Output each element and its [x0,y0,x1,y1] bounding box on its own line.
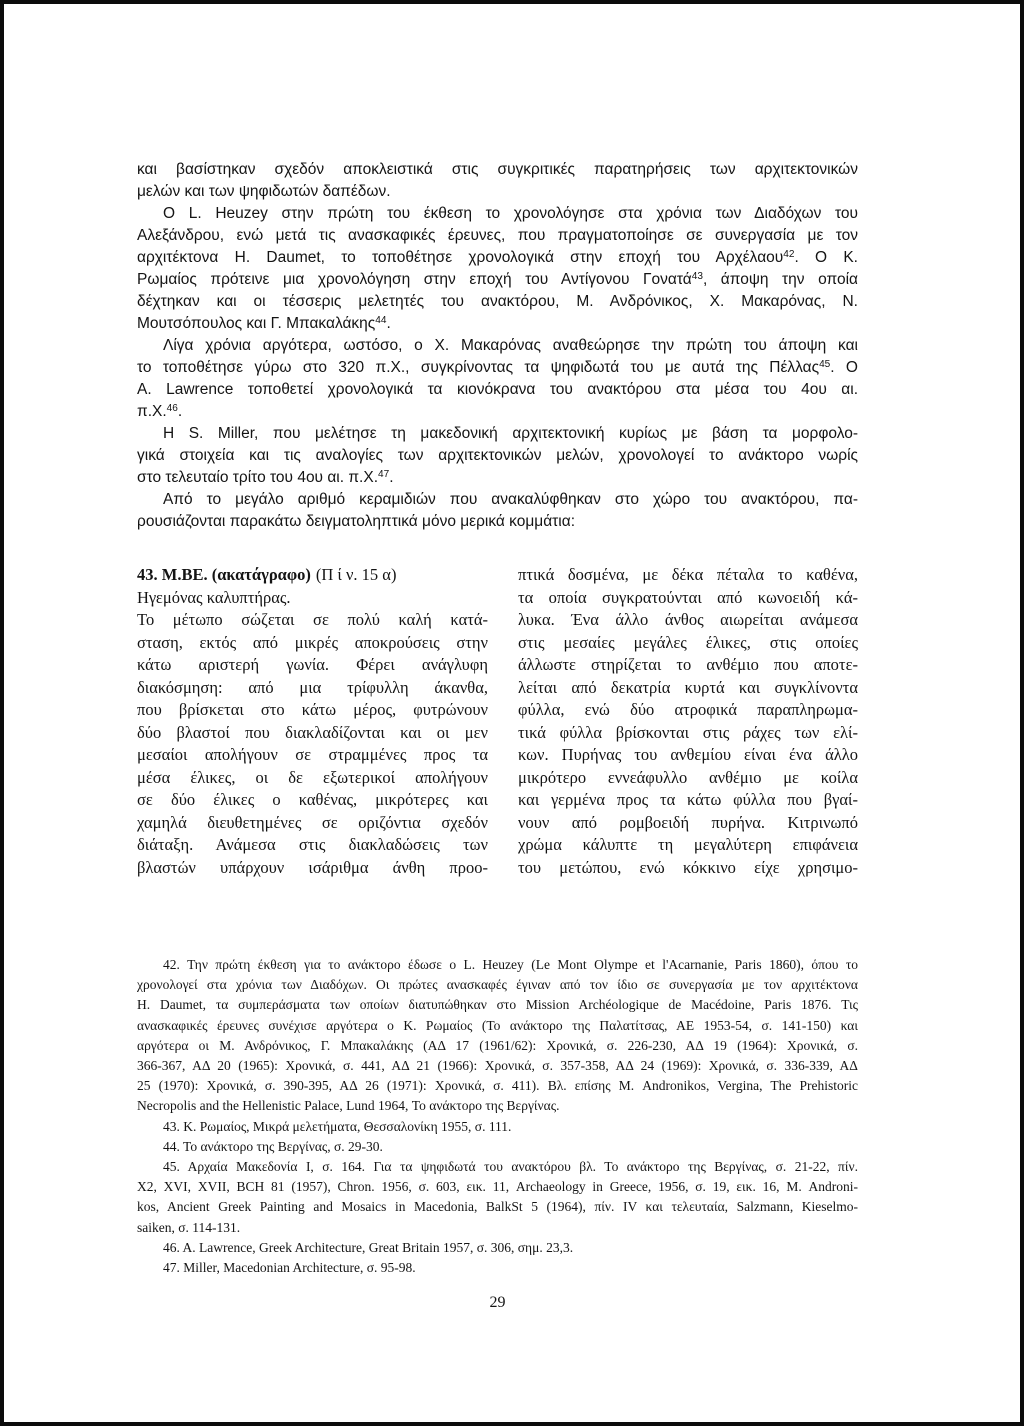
body-paragraph [137,335,858,423]
body-paragraph [137,203,858,335]
footnote-line: kos, Ancient Greek Painting and Mosaics in Macedonia, BalkSt 5 (1964), πίν. IV και τελευταία, Salzmann, Kieselmo- [137,1199,858,1215]
entry-line: χαμηλά διευθετημένες σε οριζόντια σχεδόν [137,812,488,832]
body-line: A. Lawrence τοποθετεί χρονολογικά τα κιονόκρανα του ανακτόρου στα μέσα του 4ου αι. [137,381,858,398]
text-segment: . [177,403,183,420]
catalogue-column-left [137,564,488,879]
footnote-ref: 43 [691,270,703,282]
entry-line: νουν από ρομβοειδή πυρήνα. Κιτρινωπό [518,812,858,832]
entry-line: τα οποία συγκρατούνται από κωνοειδή κά- [518,587,858,607]
body-line: γικά στοιχεία και τις αναλογίες των αρχιτεκτονικών μελών, χρονολογεί το ανάκτορο νωρίς [137,447,858,464]
entry-line: τικά φύλλα βρίσκονται στις ράχες των ελί- [518,722,858,742]
footnote-line: saiken, σ. 114-131. [137,1219,241,1235]
text-segment: στο τελευταίο τρίτο του 4ου αι. π.Χ. [137,469,379,486]
text-segment: π.Χ. [137,403,167,420]
entry-line: και γερμένα προς τα κάτω φύλλα που βγαί- [518,790,858,809]
footnote-line: 43. Κ. Ρωμαίος, Μικρά μελετήματα, Θεσσαλονίκη 1955, σ. 111. [163,1118,512,1134]
entry-number: 43. Μ.ΒΕ. (ακατάγραφο) [137,565,311,584]
entry-line: Ηγεμόνας καλυπτήρας. [137,587,291,607]
body-line: μελών και των ψηφιδωτών δαπέδων. [137,183,391,200]
entry-line: σταση, εκτός από μικρές αποκρούσεις στην [137,632,488,652]
footnote-ref: 42 [783,248,795,260]
page-number: 29 [489,1294,506,1311]
catalogue-column-right [518,564,858,879]
entry-heading [137,564,488,587]
text-segment: , άποψη την οποία [702,271,858,288]
entry-line: μέσα έλικες, οι δε εξωτερικοί απολήγουν [137,767,488,787]
footnote-line: X2, XVI, XVII, BCH 81 (1957), Chron. 1956, σ. 603, εικ. 11, Archaeology in Greece, 1956, σ. 19, εικ. 16, Μ. Androni- [137,1179,858,1195]
footnote-line: H. Daumet, τα συμπεράσματα των οποίων διατυπώθηκαν στο Mission Archéologique de Macédoine, Paris 1876. Τις [137,997,858,1013]
text-segment: . [389,469,394,486]
entry-line: φύλλα, ενώ δύο ατροφικά παραπληρωμα- [518,700,858,719]
body-line: Από το μεγάλο αριθμό κεραμιδιών που ανακαλύφθηκαν στο χώρο του ανακτόρου, πα- [163,491,858,508]
text-segment: Μουτσόπουλος και Γ. Μπακαλάκης [137,315,376,332]
entry-line: δύο βλαστοί που διακλαδίζονται και οι μεν [137,722,488,742]
footnote-line: 25 (1970): Χρονικά, σ. 390-395, ΑΔ 26 (1971): Χρονικά, σ. 411). Βλ. επίσης Μ. Andronikos, Vergina, The Prehistoric [137,1078,858,1094]
entry-line: του μετώπου, ενώ κόκκινο είχε χρησιμο- [518,857,858,877]
entry-line: διακόσμηση: από μια τρίφυλλη άκανθα, [137,677,488,697]
footnote-line: 46. A. Lawrence, Greek Architecture, Great Britain 1957, σ. 306, σημ. 23,3. [163,1239,574,1255]
body-line: δέχτηκαν και οι τέσσερις μελετητές του ανακτόρου, Μ. Ανδρόνικος, Χ. Μακαρόνας, Ν. [137,293,858,310]
footnote-line: 45. Αρχαία Μακεδονία Ι, σ. 164. Για τα ψηφιδωτά του ανακτόρου βλ. Το ανάκτορο της Βεργίνας, σ. 21-22, πίν. [163,1159,858,1175]
text-segment: αρχιτέκτονα H. Daumet, το τοποθέτησε χρονολογικά στην εποχή του Αρχέλαου [137,249,784,266]
text-segment: . Ο Κ. [794,249,858,266]
entry-line: πτικά δοσμένα, με δέκα πέταλα το καθένα, [518,565,858,584]
body-line [137,401,858,423]
body-line [137,357,858,379]
footnotes [137,955,858,1278]
body-line: Αλεξάνδρου, ενώ μετά τις ανασκαφικές έρευνες, που πραγματοποίησε σε συνεργασία με τον [137,227,858,244]
entry-line: στις μεσαίες μεγάλες έλικες, στις οποίες [518,632,858,652]
body-line [137,269,858,291]
entry-line: βλαστών υπάρχουν ισάριθμα άνθη προο- [137,857,488,877]
entry-line: κάτω αριστερή γωνία. Φέρει ανάγλυφη [137,655,488,674]
entry-line: άλλωστε στηρίζεται το ανθέμιο που αποτε- [518,655,858,674]
body-line: Η S. Miller, που μελέτησε τη μακεδονική αρχιτεκτονική κυρίως με βάση τα μορφολο- [163,425,858,442]
footnote-ref: 45 [819,358,831,370]
footnote-line: 44. Το ανάκτορο της Βεργίνας, σ. 29-30. [163,1138,383,1154]
entry-line: λυκα. Ένα άλλο άνθος αιωρείται ανάμεσα [518,610,858,629]
body-line: Ο L. Heuzey στην πρώτη του έκθεση το χρονολόγησε στα χρόνια των Διαδόχων του [163,205,858,222]
footnote-line: αργότερα οι Μ. Ανδρόνικος, Γ. Μπακαλάκης (ΑΔ 17 (1961/62): Χρονικά, σ. 226-230, ΑΔ 19 (1964): Χρονικά, σ. [137,1037,858,1053]
body-line [137,467,858,489]
footnote-ref: 46 [166,402,178,414]
footnote-line: χρονολογεί στα χρόνια των Διαδόχων. Οι πρώτες ανασκαφές έγιναν από τον ίδιο σε συνεργασία με τον αρχιτέκτονα [137,977,858,993]
entry-line: μικρότερο εννεάφυλλο ανθέμιο με κοίλα [518,767,858,787]
body-line [137,313,858,335]
text-segment: Ρωμαίος πρότεινε μια χρονολόγηση στην εποχή του Αντίγονου Γονατά [137,271,692,288]
entry-line: χρώμα κάλυπτε τη μεγαλύτερη επιφάνεια [518,835,858,854]
footnote-line: 42. Την πρώτη έκθεση για το ανάκτορο έδωσε ο L. Heuzey (Le Mont Olympe et l'Acarnanie, Paris 1860), όπου το [163,957,858,972]
footnote-line: 366-367, ΑΔ 20 (1965): Χρονικά, σ. 441, ΑΔ 21 (1966): Χρονικά, σ. 357-358, ΑΔ 24 (1969): Χρονικά, σ. 336-339, ΑΔ [137,1058,858,1074]
body-paragraph [137,159,858,203]
body-paragraph [137,489,858,533]
entry-line: διάταξη. Ανάμεσα στις διακλαδώσεις των [137,835,488,854]
text-segment: το τοποθέτησε γύρω στο 320 π.Χ., συγκρίνοντας τα ψηφιδωτά του με αυτά της Πέλλας [137,359,820,376]
entry-line: Το μέτωπο σώζεται σε πολύ καλή κατά- [137,610,488,629]
body-text [137,159,858,533]
entry-line: μεσαίοι απολήγουν σε στραμμένες προς τα [137,745,488,764]
footnote-ref: 47 [378,468,390,480]
footnote-line: ανασκαφικές έρευνες συνέχισε αργότερα ο Κ. Ρωμαίος (Το ανάκτορο της Παλατίτσας, ΑΕ 1953-54, σ. 141-150) και [137,1017,858,1033]
entry-line: σε δύο έλικες ο καθένας, μικρότερες και [137,790,488,809]
body-line [137,247,858,269]
entry-line: κων. Πυρήνας του ανθεμίου είναι ένα άλλο [518,745,858,764]
footnote-line: 47. Miller, Macedonian Architecture, σ. 95-98. [163,1260,416,1276]
entry-line: λείται από δεκατρία κυρτά και συγκλίνοντα [518,677,858,697]
text-segment: . [386,315,391,332]
entry-line: που βρίσκεται στο κάτω μέρος, φυτρώνουν [137,700,488,719]
footnote-line: Necropolis and the Hellenistic Palace, Lund 1964, Το ανάκτορο της Βεργίνας. [137,1098,560,1114]
body-line: Λίγα χρόνια αργότερα, ωστόσο, ο Χ. Μακαρόνας αναθεώρησε την πρώτη του άποψη και [163,337,858,354]
body-paragraph [137,423,858,489]
text-segment: . Ο [830,359,858,376]
body-line: και βασίστηκαν σχεδόν αποκλειστικά στις συγκριτικές παρατηρήσεις των αρχιτεκτονικών [137,161,858,178]
body-line: ρουσιάζονται παρακάτω δειγματοληπτικά μόνο μερικά κομμάτια: [137,513,576,530]
plate-reference: (Π ί ν. 15 α) [315,565,397,584]
footnote-ref: 44 [375,314,387,326]
